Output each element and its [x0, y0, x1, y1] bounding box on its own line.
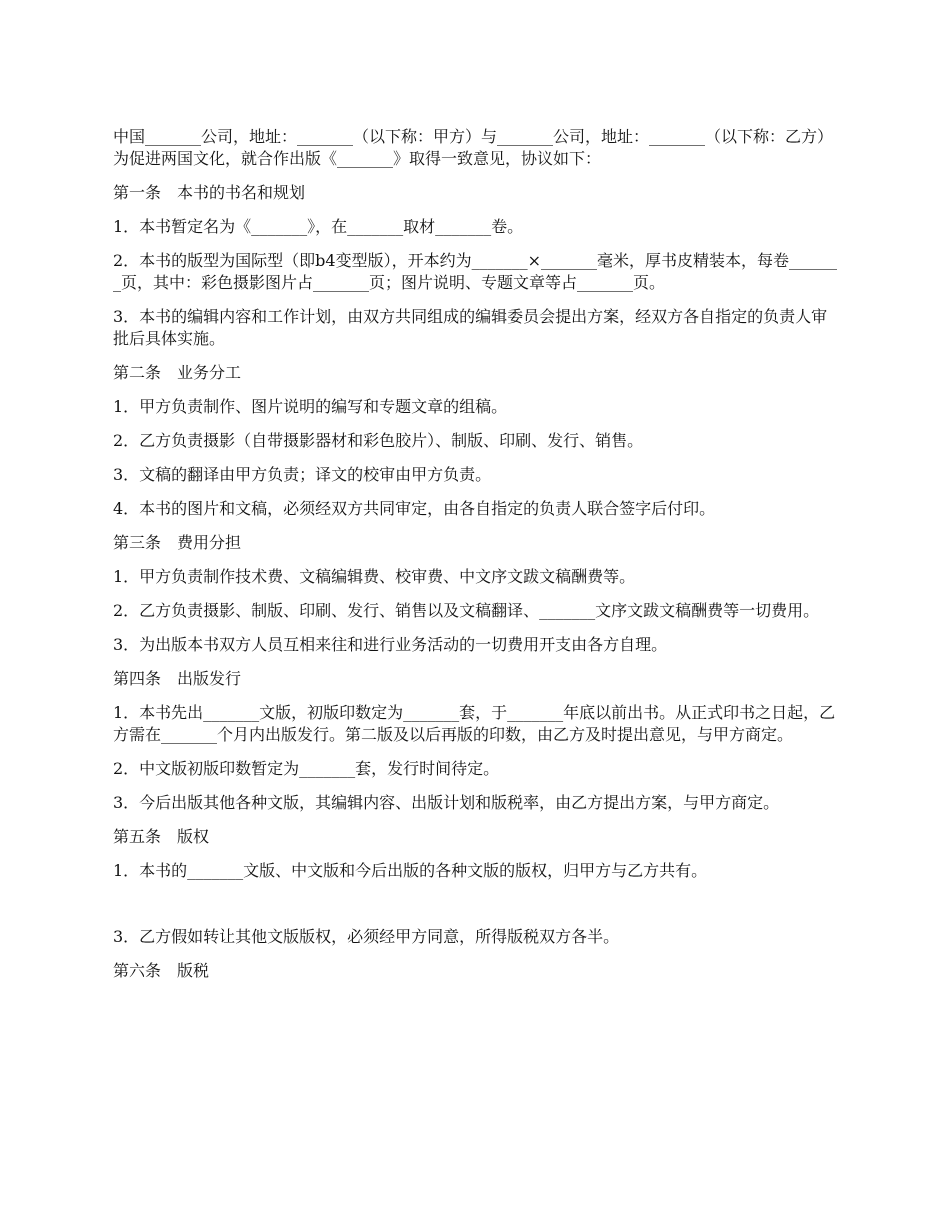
- article-3-item-1: 1．甲方负责制作技术费、文稿编辑费、校审费、中文序文跋文稿酬费等。: [113, 567, 636, 586]
- article-4-item-2: 2．中文版初版印数暂定为_______套，发行时间待定。: [113, 759, 500, 778]
- article-4-item-1: 1．本书先出_______文版，初版印数定为_______套，于_______年底以前出书。从正式印书之日起，乙方需在_______个月内出版发行。第二版及以后再版的印数，由乙方及时提出意见，与甲方商定。: [113, 703, 836, 744]
- article-2-item-1: 1．甲方负责制作、图片说明的编写和专题文章的组稿。: [113, 397, 508, 416]
- article-3-item-2: 2．乙方负责摄影、制版、印刷、发行、销售以及文稿翻译、_______文序文跋文稿酬费等一切费用。: [113, 601, 820, 620]
- article-6-title: 第六条 版税: [113, 961, 210, 980]
- article-3-item-3: 3．为出版本书双方人员互相来往和进行业务活动的一切费用开支由各方自理。: [113, 635, 668, 654]
- article-3-title: 第三条 费用分担: [113, 533, 242, 552]
- article-5-item-1: 1．本书的_______文版、中文版和今后出版的各种文版的版权，归甲方与乙方共有。: [113, 861, 708, 880]
- article-2-item-2: 2．乙方负责摄影（自带摄影器材和彩色胶片）、制版、印刷、发行、销售。: [113, 431, 644, 450]
- blank-gap: [113, 894, 837, 926]
- article-4-title: 第四条 出版发行: [113, 669, 242, 688]
- article-5-title: 第五条 版权: [113, 827, 210, 846]
- article-2-item-4: 4．本书的图片和文稿，必须经双方共同审定，由各自指定的负责人联合签字后付印。: [113, 499, 716, 518]
- intro-paragraph: 中国_______公司，地址：_______（以下称：甲方）与_______公司，地址：_______（以下称：乙方）为促进两国文化，就合作出版《_______》取得一致意见，协议如下：: [113, 127, 834, 168]
- article-1-item-1: 1．本书暂定名为《_______》，在_______取材_______卷。: [113, 217, 524, 236]
- article-4-item-3: 3．今后出版其他各种文版，其编辑内容、出版计划和版税率，由乙方提出方案，与甲方商定。: [113, 793, 780, 812]
- article-5-item-3: 3．乙方假如转让其他文版版权，必须经甲方同意，所得版税双方各半。: [113, 927, 620, 946]
- article-1-title: 第一条 本书的书名和规划: [113, 183, 306, 202]
- article-2-item-3: 3．文稿的翻译由甲方负责；译文的校审由甲方负责。: [113, 465, 492, 484]
- article-2-title: 第二条 业务分工: [113, 363, 242, 382]
- contract-document: [113, 126, 837, 994]
- article-1-item-3: 3．本书的编辑内容和工作计划，由双方共同组成的编辑委员会提出方案，经双方各自指定的负责人审批后具体实施。: [113, 307, 828, 348]
- article-1-item-2: 2．本书的版型为国际型（即b4变型版），开本约为_______×_______毫米，厚书皮精装本，每卷_______页，其中：彩色摄影图片占_______页；图片说明、专题文章等占_______页。: [113, 251, 838, 292]
